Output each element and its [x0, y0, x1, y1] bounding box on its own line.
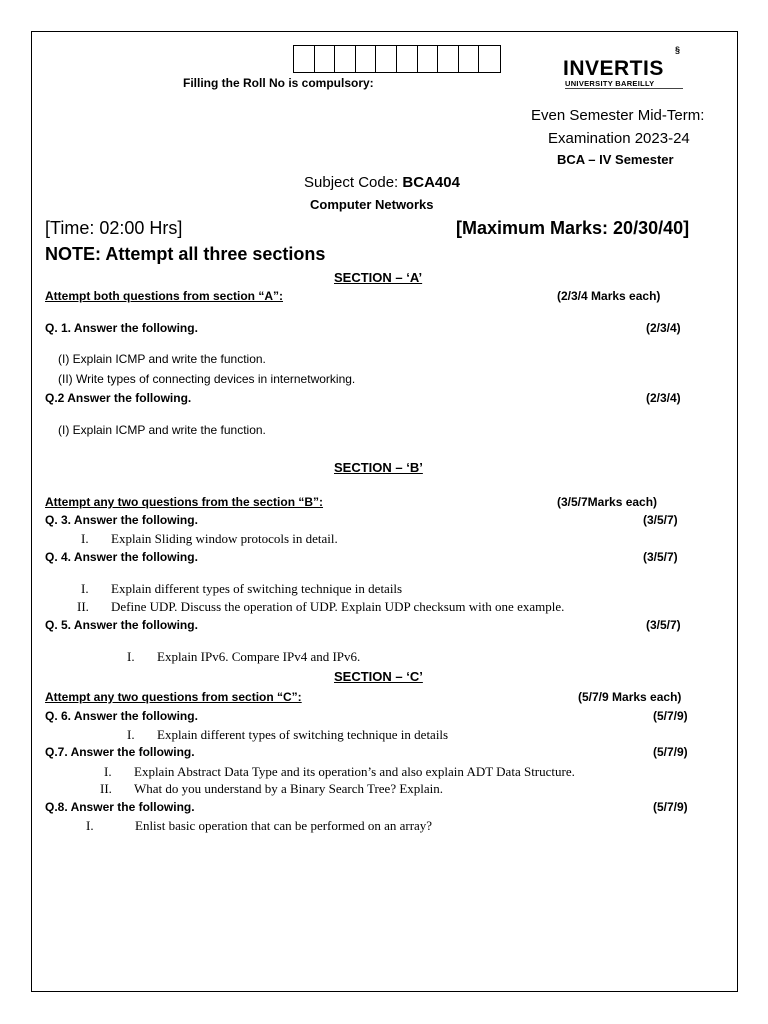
logo-subtitle: UNIVERSITY BAREILLY: [565, 79, 655, 88]
roll-cell[interactable]: [376, 46, 397, 72]
roll-cell[interactable]: [335, 46, 356, 72]
q6-marks: (5/7/9): [653, 709, 688, 723]
q5-marks: (3/5/7): [646, 618, 681, 632]
exam-line-2: Examination 2023-24: [548, 130, 690, 147]
section-a-title: SECTION – ‘A’: [334, 270, 423, 285]
roll-cell[interactable]: [294, 46, 315, 72]
q8-item-1: I. Enlist basic operation that can be performed on an array?: [86, 818, 433, 833]
note: NOTE: Attempt all three sections: [45, 244, 326, 264]
q4-title: Q. 4. Answer the following.: [45, 550, 198, 564]
section-a-instruction: Attempt both questions from section “A”:: [45, 289, 283, 303]
section-c-title: SECTION – ‘C’: [334, 669, 423, 684]
section-c-instruction: Attempt any two questions from section “C”:: [45, 690, 302, 704]
q7-marks: (5/7/9): [653, 745, 688, 759]
logo-underline: [565, 88, 683, 89]
roll-cell[interactable]: [459, 46, 480, 72]
q2-marks: (2/3/4): [646, 391, 681, 405]
max-marks: [Maximum Marks: 20/30/40]: [456, 218, 690, 238]
roll-cell[interactable]: [418, 46, 439, 72]
q2-title: Q.2 Answer the following.: [45, 391, 192, 405]
q6-title: Q. 6. Answer the following.: [45, 709, 198, 723]
q5-title: Q. 5. Answer the following.: [45, 618, 198, 632]
roll-number-boxes[interactable]: [293, 45, 501, 73]
subject-code-label: Subject Code:: [304, 174, 403, 191]
q7-item-1: I. Explain Abstract Data Type and its operation’s and also explain ADT Data Structure.: [104, 764, 575, 779]
section-b-marks: (3/5/7Marks each): [557, 495, 658, 509]
roll-cell[interactable]: [438, 46, 459, 72]
q1-marks: (2/3/4): [646, 321, 681, 335]
subject-name: Computer Networks: [310, 197, 434, 212]
q1-item-2: (II) Write types of connecting devices in internetworking.: [58, 372, 356, 386]
q2-item-1: (I) Explain ICMP and write the function.: [58, 423, 266, 437]
q4-marks: (3/5/7): [643, 550, 678, 564]
q4-item-2: II. Define UDP. Discuss the operation of UDP. Explain UDP checksum with one example.: [77, 599, 565, 614]
roll-cell[interactable]: [397, 46, 418, 72]
q5-item-1: I. Explain IPv6. Compare IPv4 and IPv6.: [127, 649, 361, 664]
section-b-title: SECTION – ‘B’: [334, 460, 423, 475]
q6-item-1: I. Explain different types of switching technique in details: [127, 727, 449, 742]
q3-title: Q. 3. Answer the following.: [45, 513, 198, 527]
q1-title: Q. 1. Answer the following.: [45, 321, 198, 335]
subject-code-line: [304, 175, 460, 190]
q8-title: Q.8. Answer the following.: [45, 800, 195, 814]
q7-title: Q.7. Answer the following.: [45, 745, 195, 759]
exam-time: [Time: 02:00 Hrs]: [45, 218, 183, 238]
q3-marks: (3/5/7): [643, 513, 678, 527]
q3-item-1: I. Explain Sliding window protocols in detail.: [81, 531, 338, 546]
program-name: BCA – IV Semester: [557, 152, 674, 167]
university-logo: [563, 45, 687, 91]
subject-code: BCA404: [402, 174, 460, 191]
roll-cell[interactable]: [356, 46, 377, 72]
section-c-marks: (5/7/9 Marks each): [578, 690, 682, 704]
q8-marks: (5/7/9): [653, 800, 688, 814]
roll-cell[interactable]: [315, 46, 336, 72]
q1-item-1: (I) Explain ICMP and write the function.: [58, 352, 266, 366]
q4-item-1: I. Explain different types of switching technique in details: [81, 581, 403, 596]
q7-item-2: II. What do you understand by a Binary Search Tree? Explain.: [100, 781, 444, 796]
section-b-instruction: Attempt any two questions from the section “B”:: [45, 495, 324, 509]
exam-line-1: Even Semester Mid-Term:: [531, 107, 705, 124]
roll-cell[interactable]: [479, 46, 500, 72]
logo-mark-icon: §: [675, 45, 681, 55]
section-a-marks: (2/3/4 Marks each): [557, 289, 661, 303]
logo-name: INVERTIS: [563, 57, 664, 80]
roll-label: Filling the Roll No is compulsory:: [183, 76, 374, 90]
